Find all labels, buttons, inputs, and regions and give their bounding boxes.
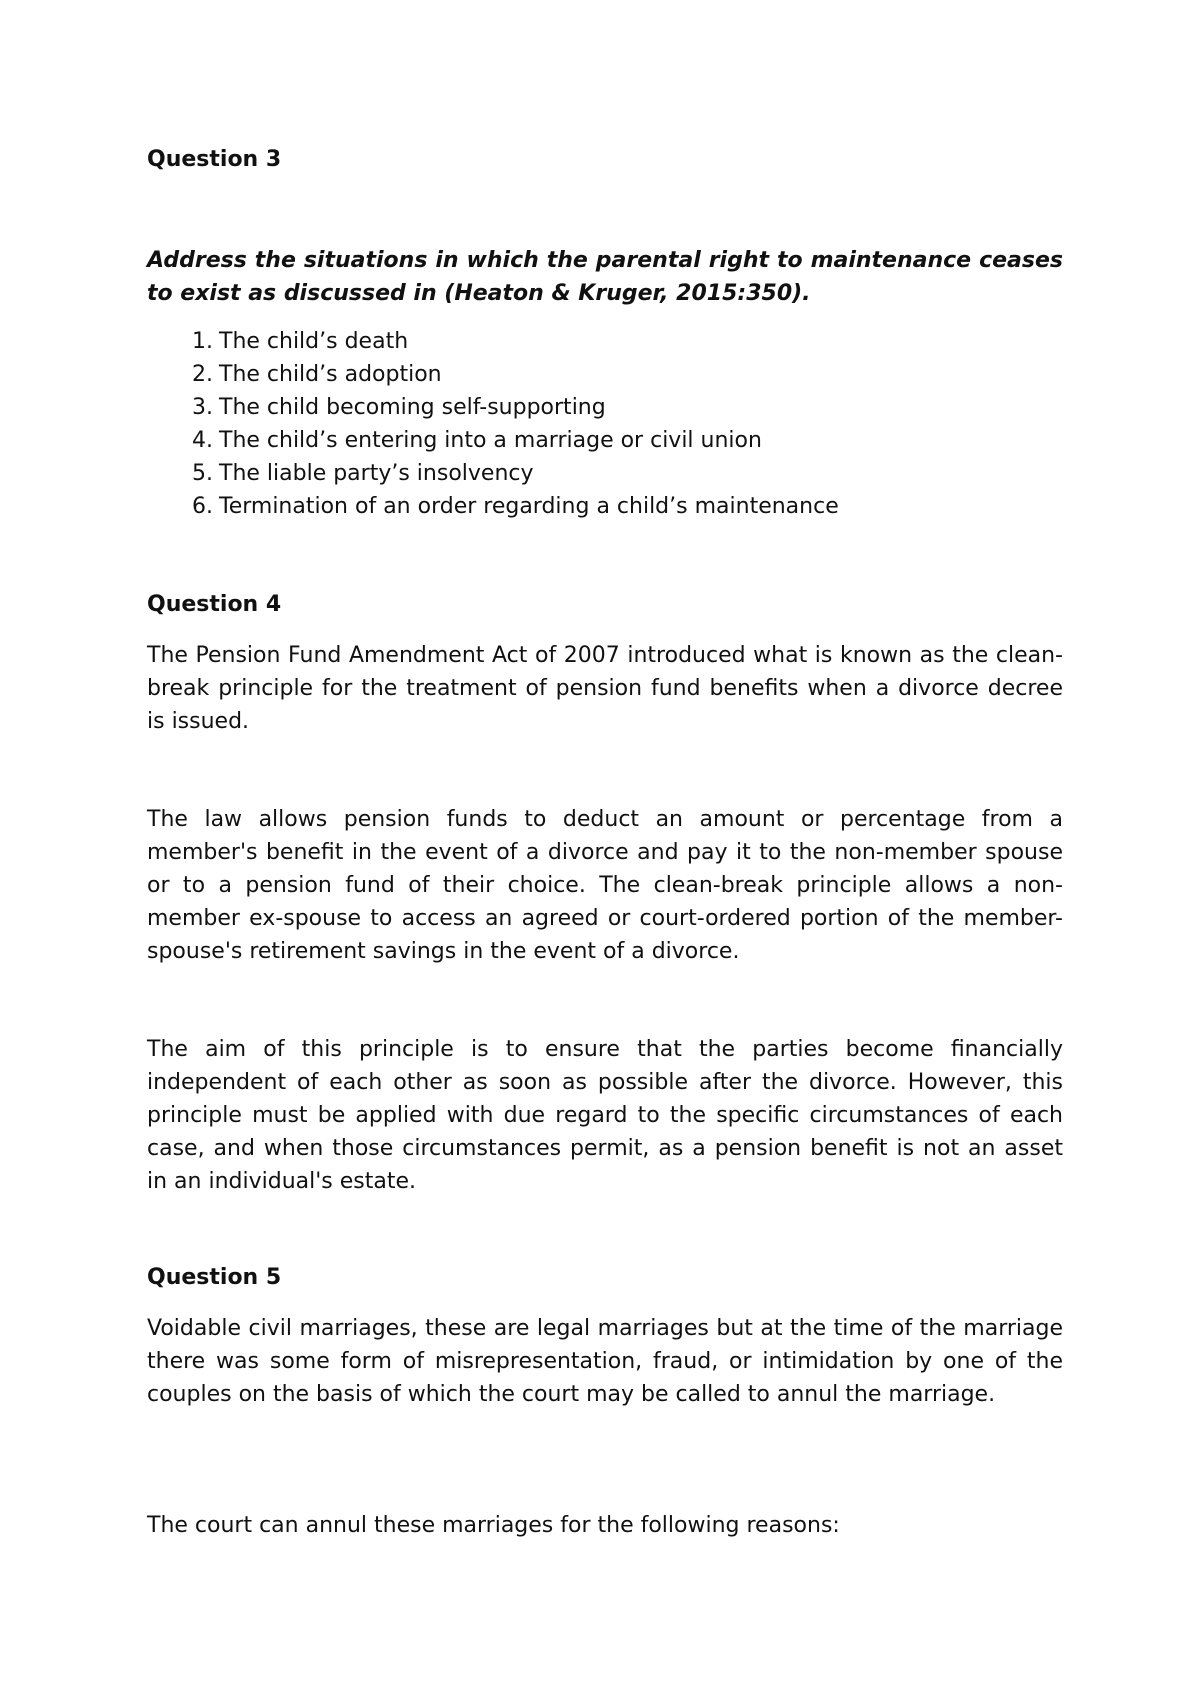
- question-4-paragraph-1: The Pension Fund Amendment Act of 2007 introduced what is known as the clean-break principle for the treatment of pension fund benefits when a divorce decree is issued.: [147, 643, 1063, 734]
- list-item: 1. The child’s death: [192, 329, 409, 354]
- question-4-heading: Question 4: [147, 592, 282, 617]
- list-item: 2. The child’s adoption: [192, 362, 442, 387]
- list-item: 4. The child’s entering into a marriage or civil union: [192, 428, 762, 453]
- list-item: 3. The child becoming self-supporting: [192, 395, 606, 420]
- question-5-heading: Question 5: [147, 1265, 282, 1290]
- question-3-prompt: Address the situations in which the parental right to maintenance ceases to exist as discussed in (Heaton & Kruger, 2015:350).: [147, 248, 1063, 306]
- question-4-paragraph-2: The law allows pension funds to deduct an amount or percentage from a member's benefit in the event of a divorce and pay it to the non-member spouse or to a pension fund of their choice. The clean-break principle allows a non-member ex-spouse to access an agreed or court-ordered portion of the member-spouse's retirement savings in the event of a divorce.: [147, 807, 1063, 964]
- cessation-list: [147, 325, 839, 523]
- list-item: 6. Termination of an order regarding a child’s maintenance: [192, 494, 839, 519]
- list-item: 5. The liable party’s insolvency: [192, 461, 534, 486]
- question-3-heading: Question 3: [147, 147, 282, 172]
- question-5-paragraph-1: Voidable civil marriages, these are legal marriages but at the time of the marriage there was some form of misrepresentation, fraud, or intimidation by one of the couples on the basis of which the court may be called to annul the marriage.: [147, 1316, 1063, 1407]
- question-5-paragraph-2: The court can annul these marriages for the following reasons:: [147, 1513, 840, 1538]
- question-4-paragraph-3: The aim of this principle is to ensure that the parties become financially independent of each other as soon as possible after the divorce. However, this principle must be applied with due regard to the specific circumstances of each case, and when those circumstances permit, as a pension benefit is not an asset in an individual's estate.: [147, 1037, 1063, 1194]
